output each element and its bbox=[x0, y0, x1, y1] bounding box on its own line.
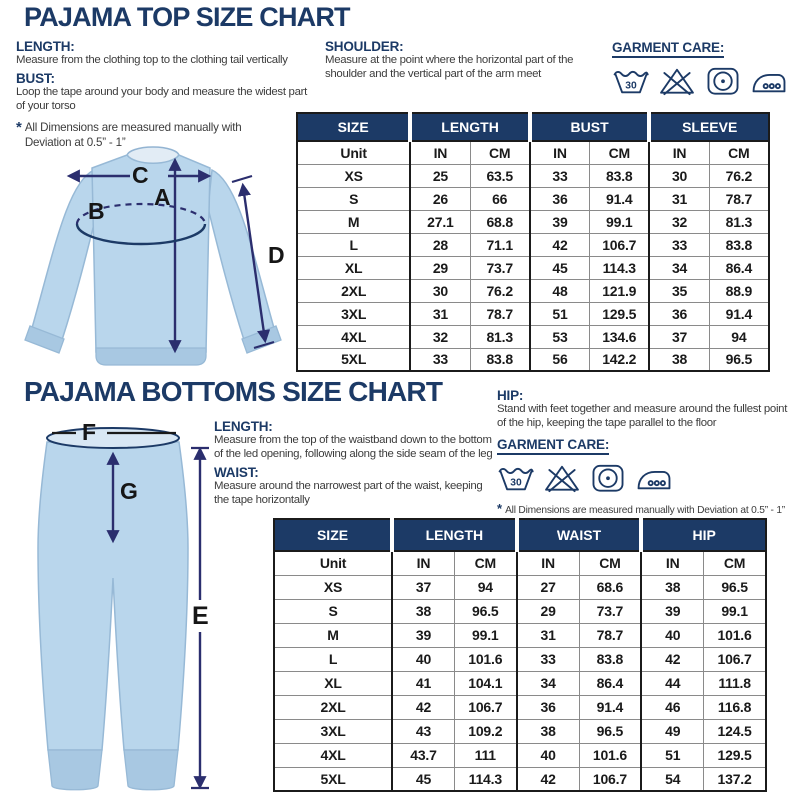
pajama-bottoms-title: PAJAMA BOTTOMS SIZE CHART bbox=[24, 376, 443, 407]
row-label-cell: S bbox=[297, 187, 410, 210]
note-text: All Dimensions are measured manually with Deviation at 0.5” - 1” bbox=[24, 120, 242, 149]
row-label-cell: 3XL bbox=[274, 719, 392, 743]
value-cell: 111.8 bbox=[704, 671, 766, 695]
value-cell: 31 bbox=[649, 187, 709, 210]
value-cell: 42 bbox=[392, 695, 454, 719]
pajama-bottoms-size-table bbox=[273, 518, 767, 792]
value-cell: 37 bbox=[649, 325, 709, 348]
value-cell: 43 bbox=[392, 719, 454, 743]
length-guide bbox=[16, 39, 316, 68]
value-cell: 76.2 bbox=[470, 279, 530, 302]
measure-label-g: G bbox=[120, 478, 138, 504]
note-text: All Dimensions are measured manually with Deviation at 0.5” - 1” bbox=[505, 504, 785, 516]
guide-label: LENGTH: bbox=[214, 419, 273, 434]
value-cell: 49 bbox=[641, 719, 703, 743]
guide-label: BUST: bbox=[16, 70, 55, 86]
value-cell: IN bbox=[649, 141, 709, 164]
guide-text: Stand with feet together and measure around the fullest point of the hip, keeping the tape parallel to the floor bbox=[497, 403, 788, 429]
value-cell: IN bbox=[410, 141, 470, 164]
value-cell: 51 bbox=[530, 302, 590, 325]
column-group-size: SIZE bbox=[274, 519, 392, 551]
value-cell: 124.5 bbox=[704, 719, 766, 743]
value-cell: 33 bbox=[649, 233, 709, 256]
value-cell: 86.4 bbox=[709, 256, 769, 279]
value-cell: 73.7 bbox=[579, 599, 641, 623]
value-cell: 134.6 bbox=[590, 325, 650, 348]
measure-label-a: A bbox=[154, 184, 171, 210]
column-group-size: SIZE bbox=[297, 113, 410, 141]
row-label-cell: XS bbox=[297, 164, 410, 187]
value-cell: 44 bbox=[641, 671, 703, 695]
value-cell: 101.6 bbox=[704, 623, 766, 647]
size-row-xs bbox=[297, 164, 769, 187]
value-cell: 41 bbox=[392, 671, 454, 695]
guide-text: Loop the tape around your body and measure the widest part of your torso bbox=[16, 85, 307, 112]
value-cell: 32 bbox=[649, 210, 709, 233]
value-cell: 46 bbox=[641, 695, 703, 719]
value-cell: 68.6 bbox=[579, 575, 641, 599]
value-cell: 99.1 bbox=[590, 210, 650, 233]
shoulder-guide bbox=[325, 39, 610, 85]
row-label-cell: 5XL bbox=[297, 348, 410, 371]
column-group-sleeve: SLEEVE bbox=[649, 113, 769, 141]
header-row bbox=[297, 113, 769, 141]
value-cell: 42 bbox=[530, 233, 590, 256]
garment-care-top bbox=[612, 39, 797, 96]
value-cell: 78.7 bbox=[470, 302, 530, 325]
value-cell: 78.7 bbox=[709, 187, 769, 210]
size-row-l bbox=[274, 647, 766, 671]
wash-30-icon bbox=[497, 463, 535, 493]
value-cell: 73.7 bbox=[470, 256, 530, 279]
value-cell: 56 bbox=[530, 348, 590, 371]
row-label-cell: 5XL bbox=[274, 767, 392, 791]
value-cell: 53 bbox=[530, 325, 590, 348]
value-cell: 39 bbox=[641, 599, 703, 623]
value-cell: 63.5 bbox=[470, 164, 530, 187]
value-cell: 40 bbox=[517, 743, 579, 767]
column-group-length: LENGTH bbox=[410, 113, 530, 141]
guide-text: Measure from the clothing top to the clothing tail vertically bbox=[16, 54, 288, 66]
garment-care-label: GARMENT CARE: bbox=[612, 40, 724, 58]
value-cell: 48 bbox=[530, 279, 590, 302]
value-cell: 34 bbox=[517, 671, 579, 695]
value-cell: 94 bbox=[709, 325, 769, 348]
value-cell: 31 bbox=[517, 623, 579, 647]
deviation-note bbox=[497, 502, 795, 517]
value-cell: 106.7 bbox=[590, 233, 650, 256]
value-cell: 83.8 bbox=[590, 164, 650, 187]
size-row-m bbox=[274, 623, 766, 647]
pajama-top-size-table bbox=[296, 112, 770, 372]
value-cell: 27 bbox=[517, 575, 579, 599]
row-label-cell: Unit bbox=[274, 551, 392, 575]
value-cell: 96.5 bbox=[704, 575, 766, 599]
value-cell: 27.1 bbox=[410, 210, 470, 233]
value-cell: 54 bbox=[641, 767, 703, 791]
guide-label: LENGTH: bbox=[16, 39, 75, 54]
value-cell: 83.8 bbox=[470, 348, 530, 371]
value-cell: 81.3 bbox=[709, 210, 769, 233]
guide-label: WAIST: bbox=[214, 464, 259, 480]
tumble-dry-icon bbox=[704, 66, 742, 96]
column-group-bust: BUST bbox=[530, 113, 650, 141]
value-cell: 99.1 bbox=[454, 623, 516, 647]
value-cell: IN bbox=[641, 551, 703, 575]
value-cell: 42 bbox=[641, 647, 703, 671]
value-cell: 29 bbox=[517, 599, 579, 623]
value-cell: 42 bbox=[517, 767, 579, 791]
svg-text:30: 30 bbox=[510, 477, 522, 489]
value-cell: 45 bbox=[392, 767, 454, 791]
row-label-cell: 4XL bbox=[274, 743, 392, 767]
value-cell: 34 bbox=[649, 256, 709, 279]
size-row-2xl bbox=[274, 695, 766, 719]
value-cell: CM bbox=[579, 551, 641, 575]
column-group-waist: WAIST bbox=[517, 519, 642, 551]
value-cell: CM bbox=[704, 551, 766, 575]
value-cell: 39 bbox=[530, 210, 590, 233]
value-cell: 129.5 bbox=[704, 743, 766, 767]
value-cell: 106.7 bbox=[579, 767, 641, 791]
unit-row bbox=[297, 141, 769, 164]
size-row-m bbox=[297, 210, 769, 233]
guide-label: HIP: bbox=[497, 388, 524, 403]
asterisk: * bbox=[16, 118, 22, 136]
iron-icon bbox=[635, 463, 673, 493]
svg-text:30: 30 bbox=[625, 80, 637, 92]
value-cell: 99.1 bbox=[704, 599, 766, 623]
value-cell: 30 bbox=[410, 279, 470, 302]
size-row-5xl bbox=[297, 348, 769, 371]
size-row-xl bbox=[274, 671, 766, 695]
value-cell: 25 bbox=[410, 164, 470, 187]
top-left-guides bbox=[16, 39, 316, 150]
tumble-dry-icon bbox=[589, 463, 627, 493]
value-cell: 94 bbox=[454, 575, 516, 599]
bottoms-right-column bbox=[497, 388, 795, 517]
value-cell: 26 bbox=[410, 187, 470, 210]
value-cell: IN bbox=[530, 141, 590, 164]
do-not-bleach-icon bbox=[543, 463, 581, 493]
value-cell: CM bbox=[709, 141, 769, 164]
measure-label-b: B bbox=[88, 198, 105, 224]
row-label-cell: L bbox=[274, 647, 392, 671]
value-cell: 86.4 bbox=[579, 671, 641, 695]
value-cell: 38 bbox=[392, 599, 454, 623]
value-cell: 114.3 bbox=[590, 256, 650, 279]
bottoms-mid-guides bbox=[214, 419, 494, 511]
row-label-cell: L bbox=[297, 233, 410, 256]
value-cell: 38 bbox=[517, 719, 579, 743]
value-cell: 29 bbox=[410, 256, 470, 279]
measure-label-c: C bbox=[132, 162, 149, 188]
row-label-cell: M bbox=[274, 623, 392, 647]
value-cell: 116.8 bbox=[704, 695, 766, 719]
size-row-4xl bbox=[297, 325, 769, 348]
value-cell: 137.2 bbox=[704, 767, 766, 791]
row-label-cell: M bbox=[297, 210, 410, 233]
value-cell: 36 bbox=[530, 187, 590, 210]
size-row-5xl bbox=[274, 767, 766, 791]
do-not-bleach-icon bbox=[658, 66, 696, 96]
pajama-top-illustration bbox=[8, 140, 298, 378]
row-label-cell: 2XL bbox=[274, 695, 392, 719]
value-cell: 51 bbox=[641, 743, 703, 767]
value-cell: 40 bbox=[392, 647, 454, 671]
value-cell: 35 bbox=[649, 279, 709, 302]
value-cell: 106.7 bbox=[704, 647, 766, 671]
value-cell: 88.9 bbox=[709, 279, 769, 302]
value-cell: 71.1 bbox=[470, 233, 530, 256]
value-cell: 38 bbox=[649, 348, 709, 371]
guide-text: Measure from the top of the waistband down to the bottom of the led opening, following along the side seam of the leg bbox=[214, 434, 493, 460]
size-row-s bbox=[297, 187, 769, 210]
measure-label-e: E bbox=[192, 602, 209, 630]
value-cell: 83.8 bbox=[709, 233, 769, 256]
value-cell: 114.3 bbox=[454, 767, 516, 791]
value-cell: 91.4 bbox=[590, 187, 650, 210]
value-cell: 91.4 bbox=[579, 695, 641, 719]
size-row-3xl bbox=[297, 302, 769, 325]
size-row-3xl bbox=[274, 719, 766, 743]
value-cell: 101.6 bbox=[454, 647, 516, 671]
value-cell: 36 bbox=[517, 695, 579, 719]
asterisk: * bbox=[497, 500, 503, 516]
value-cell: 111 bbox=[454, 743, 516, 767]
value-cell: 40 bbox=[641, 623, 703, 647]
measure-label-d: D bbox=[268, 242, 285, 268]
value-cell: 101.6 bbox=[579, 743, 641, 767]
value-cell: 66 bbox=[470, 187, 530, 210]
value-cell: IN bbox=[517, 551, 579, 575]
size-row-xs bbox=[274, 575, 766, 599]
value-cell: 38 bbox=[641, 575, 703, 599]
waist-guide bbox=[214, 465, 494, 508]
value-cell: CM bbox=[470, 141, 530, 164]
guide-label: SHOULDER: bbox=[325, 39, 404, 54]
value-cell: 78.7 bbox=[579, 623, 641, 647]
value-cell: 104.1 bbox=[454, 671, 516, 695]
size-row-l bbox=[297, 233, 769, 256]
value-cell: 68.8 bbox=[470, 210, 530, 233]
value-cell: 129.5 bbox=[590, 302, 650, 325]
value-cell: IN bbox=[392, 551, 454, 575]
value-cell: 106.7 bbox=[454, 695, 516, 719]
row-label-cell: XL bbox=[274, 671, 392, 695]
size-row-s bbox=[274, 599, 766, 623]
row-label-cell: Unit bbox=[297, 141, 410, 164]
garment-care-label: GARMENT CARE: bbox=[497, 437, 609, 455]
row-label-cell: 3XL bbox=[297, 302, 410, 325]
bust-guide bbox=[16, 71, 316, 114]
value-cell: 45 bbox=[530, 256, 590, 279]
value-cell: 36 bbox=[649, 302, 709, 325]
pajama-bottoms-illustration bbox=[12, 418, 222, 800]
value-cell: 76.2 bbox=[709, 164, 769, 187]
guide-text: Measure at the point where the horizontal part of the shoulder and the vertical part of the arm meet bbox=[325, 54, 574, 80]
value-cell: 83.8 bbox=[579, 647, 641, 671]
care-icon-row bbox=[612, 66, 797, 96]
size-row-2xl bbox=[297, 279, 769, 302]
value-cell: 43.7 bbox=[392, 743, 454, 767]
value-cell: CM bbox=[454, 551, 516, 575]
hip-guide bbox=[497, 388, 795, 431]
value-cell: 96.5 bbox=[709, 348, 769, 371]
garment-care-bottom bbox=[497, 436, 795, 493]
value-cell: 109.2 bbox=[454, 719, 516, 743]
column-group-length: LENGTH bbox=[392, 519, 517, 551]
header-row bbox=[274, 519, 766, 551]
value-cell: 37 bbox=[392, 575, 454, 599]
row-label-cell: XS bbox=[274, 575, 392, 599]
length-guide bbox=[214, 419, 494, 462]
size-row-xl bbox=[297, 256, 769, 279]
row-label-cell: S bbox=[274, 599, 392, 623]
guide-text: Measure around the narrowest part of the waist, keeping the tape horizontally bbox=[214, 479, 483, 506]
value-cell: 33 bbox=[517, 647, 579, 671]
value-cell: CM bbox=[590, 141, 650, 164]
value-cell: 32 bbox=[410, 325, 470, 348]
value-cell: 96.5 bbox=[454, 599, 516, 623]
row-label-cell: 2XL bbox=[297, 279, 410, 302]
row-label-cell: XL bbox=[297, 256, 410, 279]
value-cell: 30 bbox=[649, 164, 709, 187]
care-icon-row bbox=[497, 463, 795, 493]
row-label-cell: 4XL bbox=[297, 325, 410, 348]
bottoms-size-table bbox=[273, 518, 767, 792]
value-cell: 33 bbox=[530, 164, 590, 187]
iron-icon bbox=[750, 66, 788, 96]
value-cell: 28 bbox=[410, 233, 470, 256]
size-row-4xl bbox=[274, 743, 766, 767]
value-cell: 39 bbox=[392, 623, 454, 647]
value-cell: 142.2 bbox=[590, 348, 650, 371]
pajama-top-title: PAJAMA TOP SIZE CHART bbox=[24, 2, 350, 32]
wash-30-icon bbox=[612, 66, 650, 96]
value-cell: 33 bbox=[410, 348, 470, 371]
value-cell: 96.5 bbox=[579, 719, 641, 743]
measure-label-f: F bbox=[82, 419, 97, 445]
top-size-table bbox=[296, 112, 770, 372]
value-cell: 91.4 bbox=[709, 302, 769, 325]
value-cell: 31 bbox=[410, 302, 470, 325]
value-cell: 121.9 bbox=[590, 279, 650, 302]
value-cell: 81.3 bbox=[470, 325, 530, 348]
unit-row bbox=[274, 551, 766, 575]
column-group-hip: HIP bbox=[641, 519, 766, 551]
